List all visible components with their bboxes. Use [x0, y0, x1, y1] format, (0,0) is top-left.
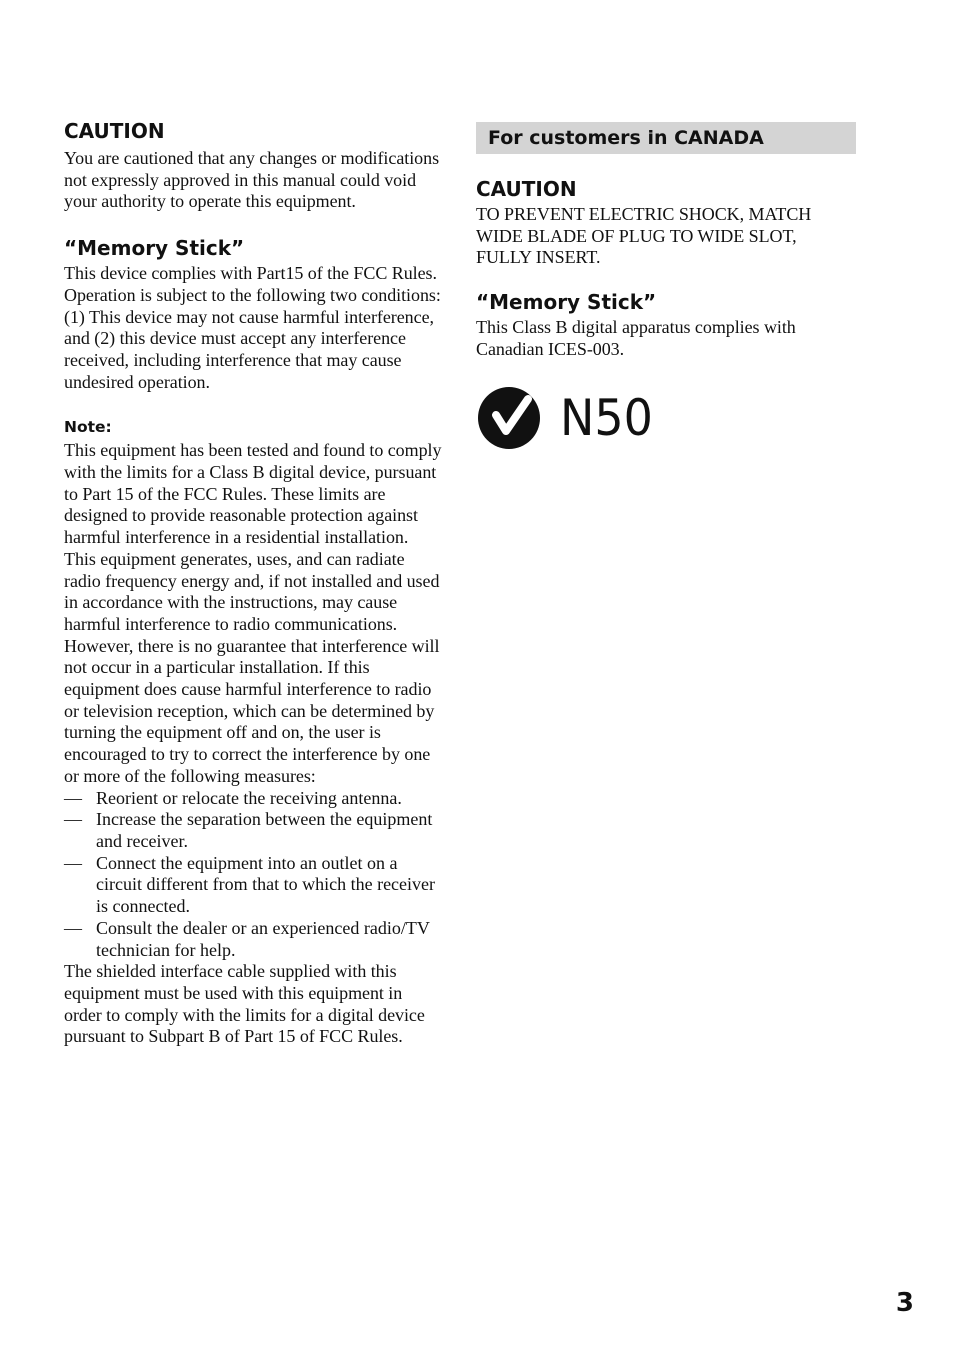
memory-stick-fcc-text: This device complies with Part15 of the FCC Rules. Operation is subject to the following two conditions: (1) This device may not cause harmful interference, and (2) this device must accept any interference received, including interference that may cause undesired operation.	[64, 263, 441, 392]
canada-caution-text: TO PREVENT ELECTRIC SHOCK, MATCH WIDE BLADE OF PLUG TO WIDE SLOT, FULLY INSERT.	[476, 204, 812, 268]
note-text: This equipment has been tested and found to comply with the limits for a Class B digital device, pursuant to Part 15 of the FCC Rules. These limits are designed to provide reasonable protection against harmful interference in a residential installation. This equipment generates, uses, and can radiate radio frequency energy and, if not installed and used in accordance with the instructions, may cause harmful interference to radio communications. However, there is no guarantee that interference will not occur in a particular installation. If this equipment does cause harmful interference to radio or television reception, which can be determined by turning the equipment off and on, the user is encouraged to try to correct the interference by one or more of the following measures:	[64, 440, 442, 786]
note-heading: Note:	[64, 418, 112, 437]
canada-memory-stick-heading: “Memory Stick”	[476, 290, 657, 315]
dash-marker: —	[64, 917, 82, 938]
left-column	[64, 118, 444, 1048]
c-tick-logo	[476, 385, 856, 451]
list-item	[64, 918, 444, 961]
measure-text: Reorient or relocate the receiving antenna.	[96, 787, 402, 808]
memory-stick-heading: “Memory Stick”	[64, 236, 245, 261]
list-item	[64, 788, 444, 810]
right-column	[476, 118, 856, 451]
caution-text: You are cautioned that any changes or modifications not expressly approved in this manual could void your authority to operate this equipment.	[64, 148, 440, 212]
caution-heading: CAUTION	[64, 119, 165, 143]
dash-marker: —	[64, 787, 82, 808]
canada-caution-heading: CAUTION	[476, 177, 577, 201]
measure-text: Consult the dealer or an experienced radio/TV technician for help.	[96, 917, 430, 960]
measure-text: Connect the equipment into an outlet on a circuit different from that to which the receiver is connected.	[96, 852, 436, 917]
shielded-cable-text: The shielded interface cable supplied with this equipment must be used with this equipment in order to comply with the limits for a digital device pursuant to Subpart B of Part 15 of FCC Rules.	[64, 961, 425, 1047]
dash-marker: —	[64, 809, 82, 830]
c-tick-mark-icon	[476, 385, 542, 451]
list-item	[64, 809, 444, 852]
section-title-bar	[476, 122, 856, 154]
page-number: 3	[895, 1288, 914, 1318]
canada-memory-stick-text: This Class B digital apparatus complies with Canadian ICES-003.	[476, 317, 796, 359]
logo-text: N50	[560, 388, 653, 447]
dash-marker: —	[64, 852, 82, 873]
list-item	[64, 853, 444, 918]
section-title: For customers in CANADA	[488, 127, 764, 149]
measure-text: Increase the separation between the equipment and receiver.	[96, 809, 433, 851]
measures-list	[64, 788, 444, 962]
